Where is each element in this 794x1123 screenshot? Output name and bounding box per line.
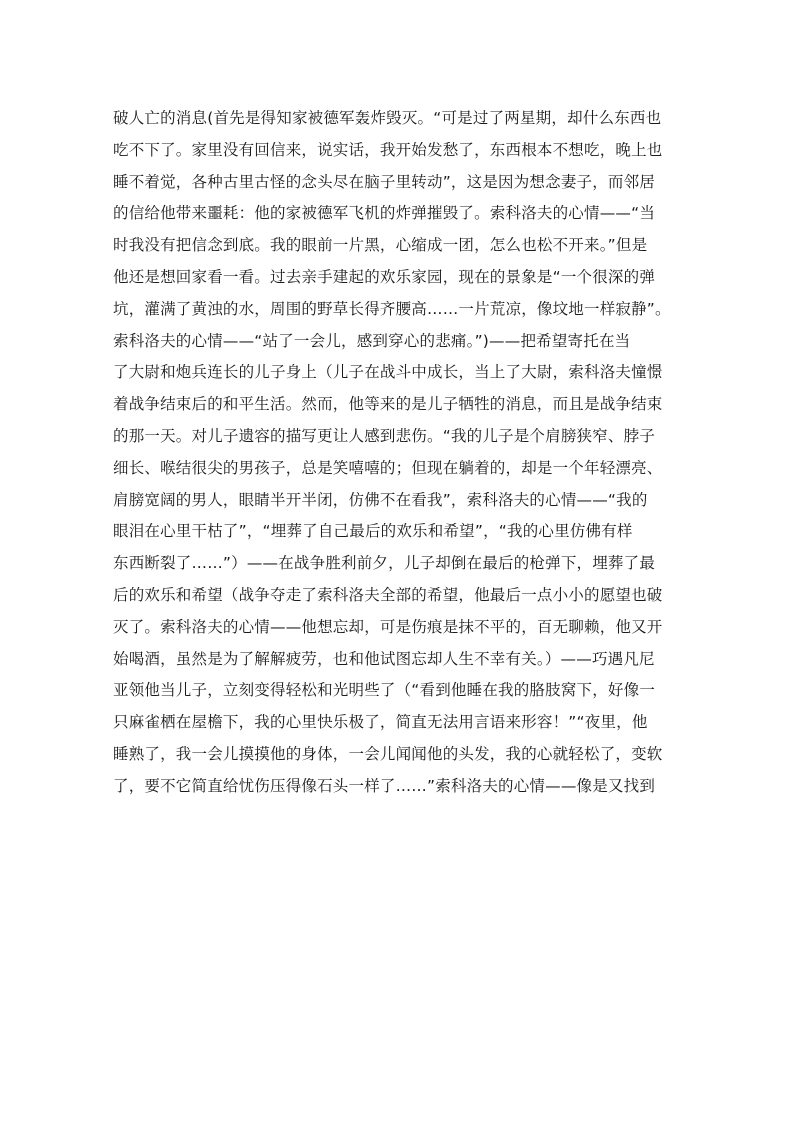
- text-line-8: 索科洛夫的心情——“站了一会儿，感到穿心的悲痛。”)——把希望寄托在当: [113, 331, 631, 350]
- text-line-5: 时我没有把信念到底。我的眼前一片黑，心缩成一团，怎么也松不开来。”但是: [113, 236, 648, 255]
- text-line-14: 眼泪在心里干枯了”，“埋葬了自己最后的欢乐和希望”，“我的心里仿佛有样: [113, 522, 633, 541]
- text-line-12: 细长、喉结很尖的男孩子，总是笑嘻嘻的；但现在躺着的，却是一个年轻漂亮、: [113, 458, 663, 477]
- text-line-18: 始喝酒，虽然是为了解解疲劳，也和他试图忘却人生不幸有关。）——巧遇凡尼: [113, 649, 655, 668]
- text-line-15: 东西断裂了……”）——在战争胜利前夕，儿子却倒在最后的枪弹下，埋葬了最: [113, 554, 656, 573]
- body-text: [113, 103, 693, 803]
- text-line-22: 了，要不它简直给忧伤压得像石头一样了……”索科洛夫的心情——像是又找到: [113, 776, 656, 795]
- text-line-21: 睡熟了，我一会儿摸摸他的身体，一会儿闻闻他的头发，我的心就轻松了，变软: [113, 744, 663, 763]
- text-line-20: 只麻雀栖在屋檐下，我的心里快乐极了，简直无法用言语来形容！”“夜里，他: [113, 713, 648, 732]
- text-line-13: 肩膀宽阔的男人，眼睛半开半闭，仿佛不在看我”，索科洛夫的心情——“我的: [113, 490, 648, 509]
- text-line-4: 的信给他带来噩耗：他的家被德军飞机的炸弹摧毁了。索科洛夫的心情——“当: [113, 204, 656, 223]
- text-line-7: 坑，灌满了黄浊的水，周围的野草长得齐腰高……一片荒凉，像坟地一样寂静”。: [113, 299, 671, 318]
- text-line-9: 了大尉和炮兵连长的儿子身上（儿子在战斗中成长，当上了大尉，索科洛夫憧憬: [113, 363, 663, 382]
- text-line-16: 后的欢乐和希望（战争夺走了索科洛夫全部的希望，他最后一点小小的愿望也破: [113, 585, 663, 604]
- text-line-11: 的那一天。对儿子遗容的描写更让人感到悲伤。“我的儿子是个肩膀狭窄、脖子: [113, 426, 656, 445]
- text-line-19: 亚领他当儿子，立刻变得轻松和光明些了（“看到他睡在我的胳肢窝下，好像一: [113, 681, 656, 700]
- text-line-10: 着战争结束后的和平生活。然而，他等来的是儿子牺牲的消息，而且是战争结束: [113, 395, 663, 414]
- text-line-6: 他还是想回家看一看。过去亲手建起的欢乐家园，现在的景象是“一个很深的弹: [113, 267, 656, 286]
- text-line-3: 睡不着觉，各种古里古怪的念头尽在脑子里转动”，这是因为想念妻子，而邻居: [113, 172, 656, 191]
- text-line-1: 破人亡的消息(首先是得知家被德军轰炸毁灭。“可是过了两星期，却什么东西也: [113, 109, 662, 127]
- text-line-2: 吃不下了。家里没有回信来，说实话，我开始发愁了，东西根本不想吃，晚上也: [113, 140, 663, 159]
- text-line-17: 灭了。索科洛夫的心情——他想忘却，可是伤痕是抹不平的，百无聊赖，他又开: [113, 617, 663, 636]
